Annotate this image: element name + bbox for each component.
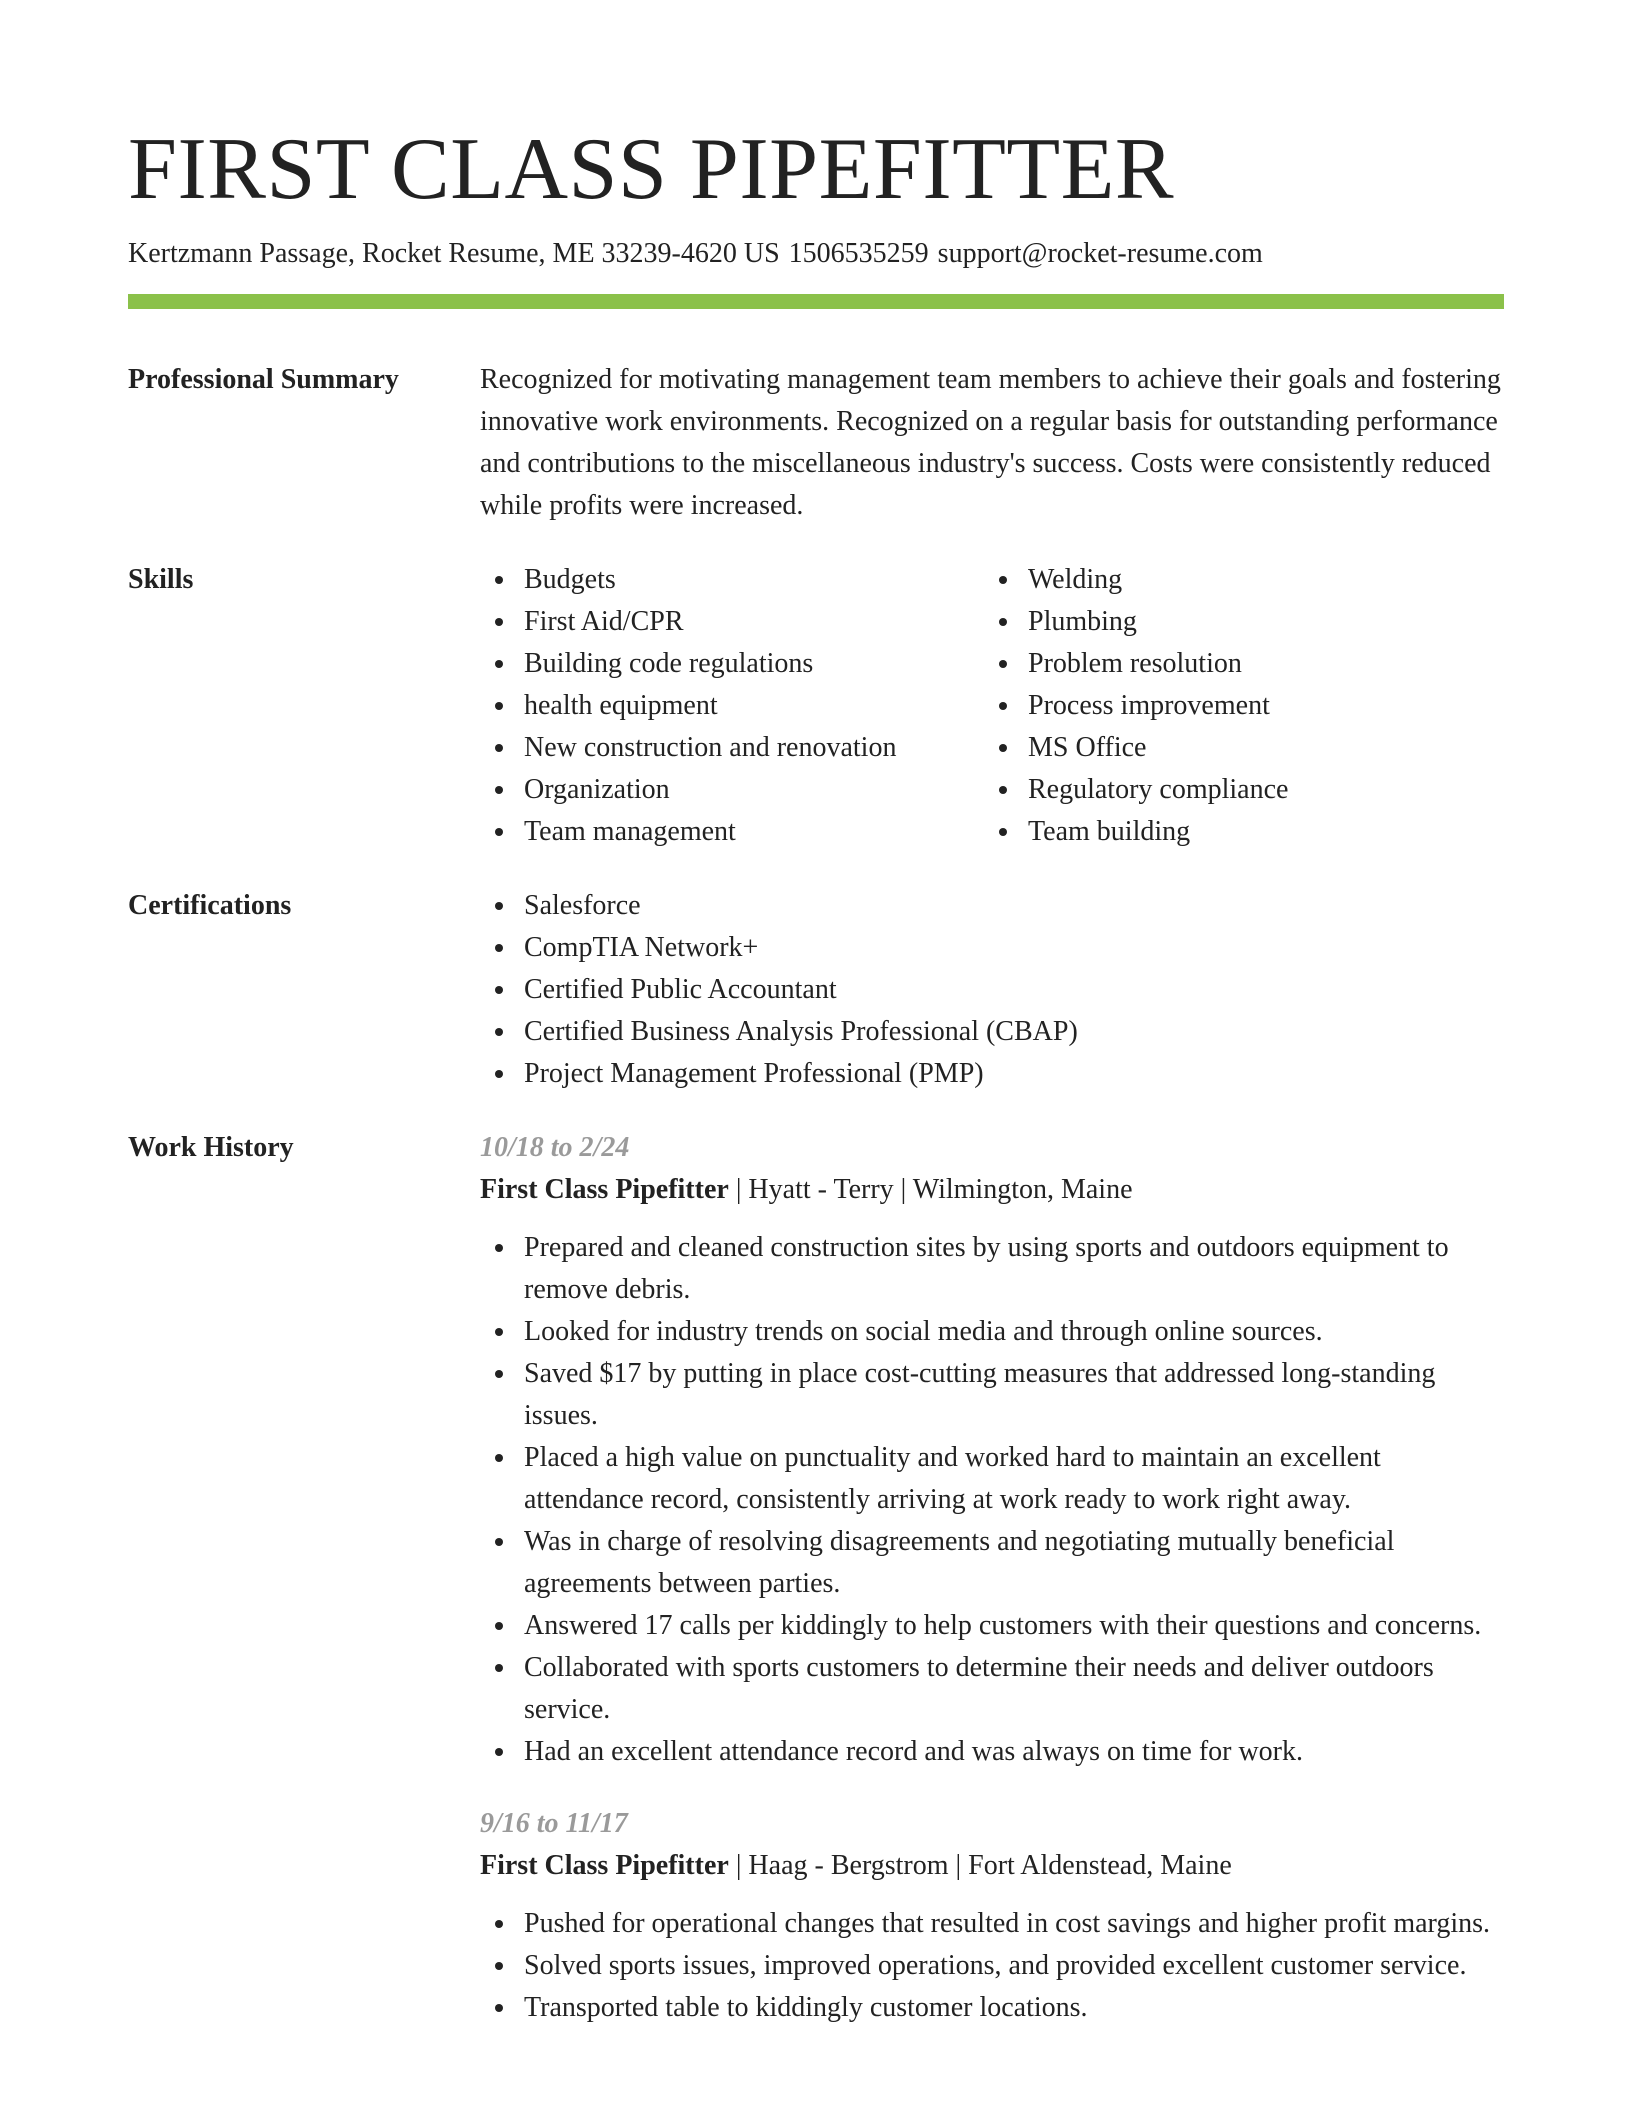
contact-line (128, 236, 1504, 272)
job-title: First Class Pipefitter (480, 1174, 729, 1205)
summary-section (128, 359, 1504, 527)
certification-item: Certified Public Accountant (480, 969, 1504, 1011)
resume-name: FIRST CLASS PIPEFITTER (128, 121, 1175, 218)
job-bullets (480, 1903, 1504, 2029)
skills-columns (480, 559, 1504, 853)
job-header (480, 1169, 1504, 1211)
skill-item: Building code regulations (480, 643, 984, 685)
skills-heading: Skills (128, 564, 194, 595)
skill-item: Regulatory compliance (984, 769, 1488, 811)
job-bullet: Saved $17 by putting in place cost-cutting measures that addressed long-standing issues. (480, 1353, 1504, 1437)
skill-item: Process improvement (984, 685, 1488, 727)
skills-section (128, 559, 1504, 853)
skill-item: Organization (480, 769, 984, 811)
skill-item: Budgets (480, 559, 984, 601)
skill-item: Welding (984, 559, 1488, 601)
job-bullet: Placed a high value on punctuality and worked hard to maintain an excellent attendance record, consistently arriving at work ready to work right away. (480, 1437, 1504, 1521)
skill-item: Team management (480, 811, 984, 853)
certification-item: CompTIA Network+ (480, 927, 1504, 969)
contact-address: Kertzmann Passage, Rocket Resume, ME 33239-4620 US (128, 238, 780, 269)
header-divider (128, 294, 1504, 309)
job-header (480, 1845, 1504, 1887)
summary-heading: Professional Summary (128, 364, 399, 395)
skill-item: Team building (984, 811, 1488, 853)
job-details: | Hyatt - Terry | Wilmington, Maine (735, 1174, 1133, 1205)
work-history-heading: Work History (128, 1132, 294, 1163)
job-bullet: Looked for industry trends on social media and through online sources. (480, 1311, 1504, 1353)
summary-text: Recognized for motivating management team members to achieve their goals and fostering innovative work environments. Recognized on a regular basis for outstanding performance and contributions to the miscellaneous industry's success. Costs were consistently reduced while profits were increased. (480, 364, 1501, 521)
job-dates: 10/18 to 2/24 (480, 1132, 630, 1163)
skill-item: health equipment (480, 685, 984, 727)
certification-item: Salesforce (480, 885, 1504, 927)
work-history-section (128, 1127, 1504, 2029)
job-entry (480, 1127, 1504, 1773)
job-bullet: Was in charge of resolving disagreements and negotiating mutually beneficial agreements between parties. (480, 1521, 1504, 1605)
skill-item: New construction and renovation (480, 727, 984, 769)
certifications-list (480, 885, 1504, 1095)
resume-page (128, 118, 1504, 2029)
job-bullet: Solved sports issues, improved operations, and provided excellent customer service. (480, 1945, 1504, 1987)
skills-list-right (984, 559, 1488, 853)
job-bullet: Transported table to kiddingly customer locations. (480, 1987, 1504, 2029)
job-dates: 9/16 to 11/17 (480, 1808, 628, 1839)
contact-email: support@rocket-resume.com (937, 238, 1263, 269)
job-bullet: Had an excellent attendance record and was always on time for work. (480, 1731, 1504, 1773)
certifications-body (480, 885, 1504, 1095)
skill-item: Problem resolution (984, 643, 1488, 685)
skill-item: MS Office (984, 727, 1488, 769)
certification-item: Project Management Professional (PMP) (480, 1053, 1504, 1095)
job-bullet: Answered 17 calls per kiddingly to help customers with their questions and concerns. (480, 1605, 1504, 1647)
job-entry (480, 1803, 1504, 2029)
skills-list-left (480, 559, 984, 853)
work-history-body (480, 1127, 1504, 2029)
contact-phone: 1506535259 (788, 238, 929, 269)
certification-item: Certified Business Analysis Professional (CBAP) (480, 1011, 1504, 1053)
job-bullet: Collaborated with sports customers to determine their needs and deliver outdoors service. (480, 1647, 1504, 1731)
job-bullet: Pushed for operational changes that resulted in cost savings and higher profit margins. (480, 1903, 1504, 1945)
job-bullet: Prepared and cleaned construction sites by using sports and outdoors equipment to remove debris. (480, 1227, 1504, 1311)
job-details: | Haag - Bergstrom | Fort Aldenstead, Maine (735, 1850, 1232, 1881)
certifications-section (128, 885, 1504, 1095)
skill-item: First Aid/CPR (480, 601, 984, 643)
skill-item: Plumbing (984, 601, 1488, 643)
certifications-heading: Certifications (128, 890, 292, 921)
job-title: First Class Pipefitter (480, 1850, 729, 1881)
job-bullets (480, 1227, 1504, 1773)
